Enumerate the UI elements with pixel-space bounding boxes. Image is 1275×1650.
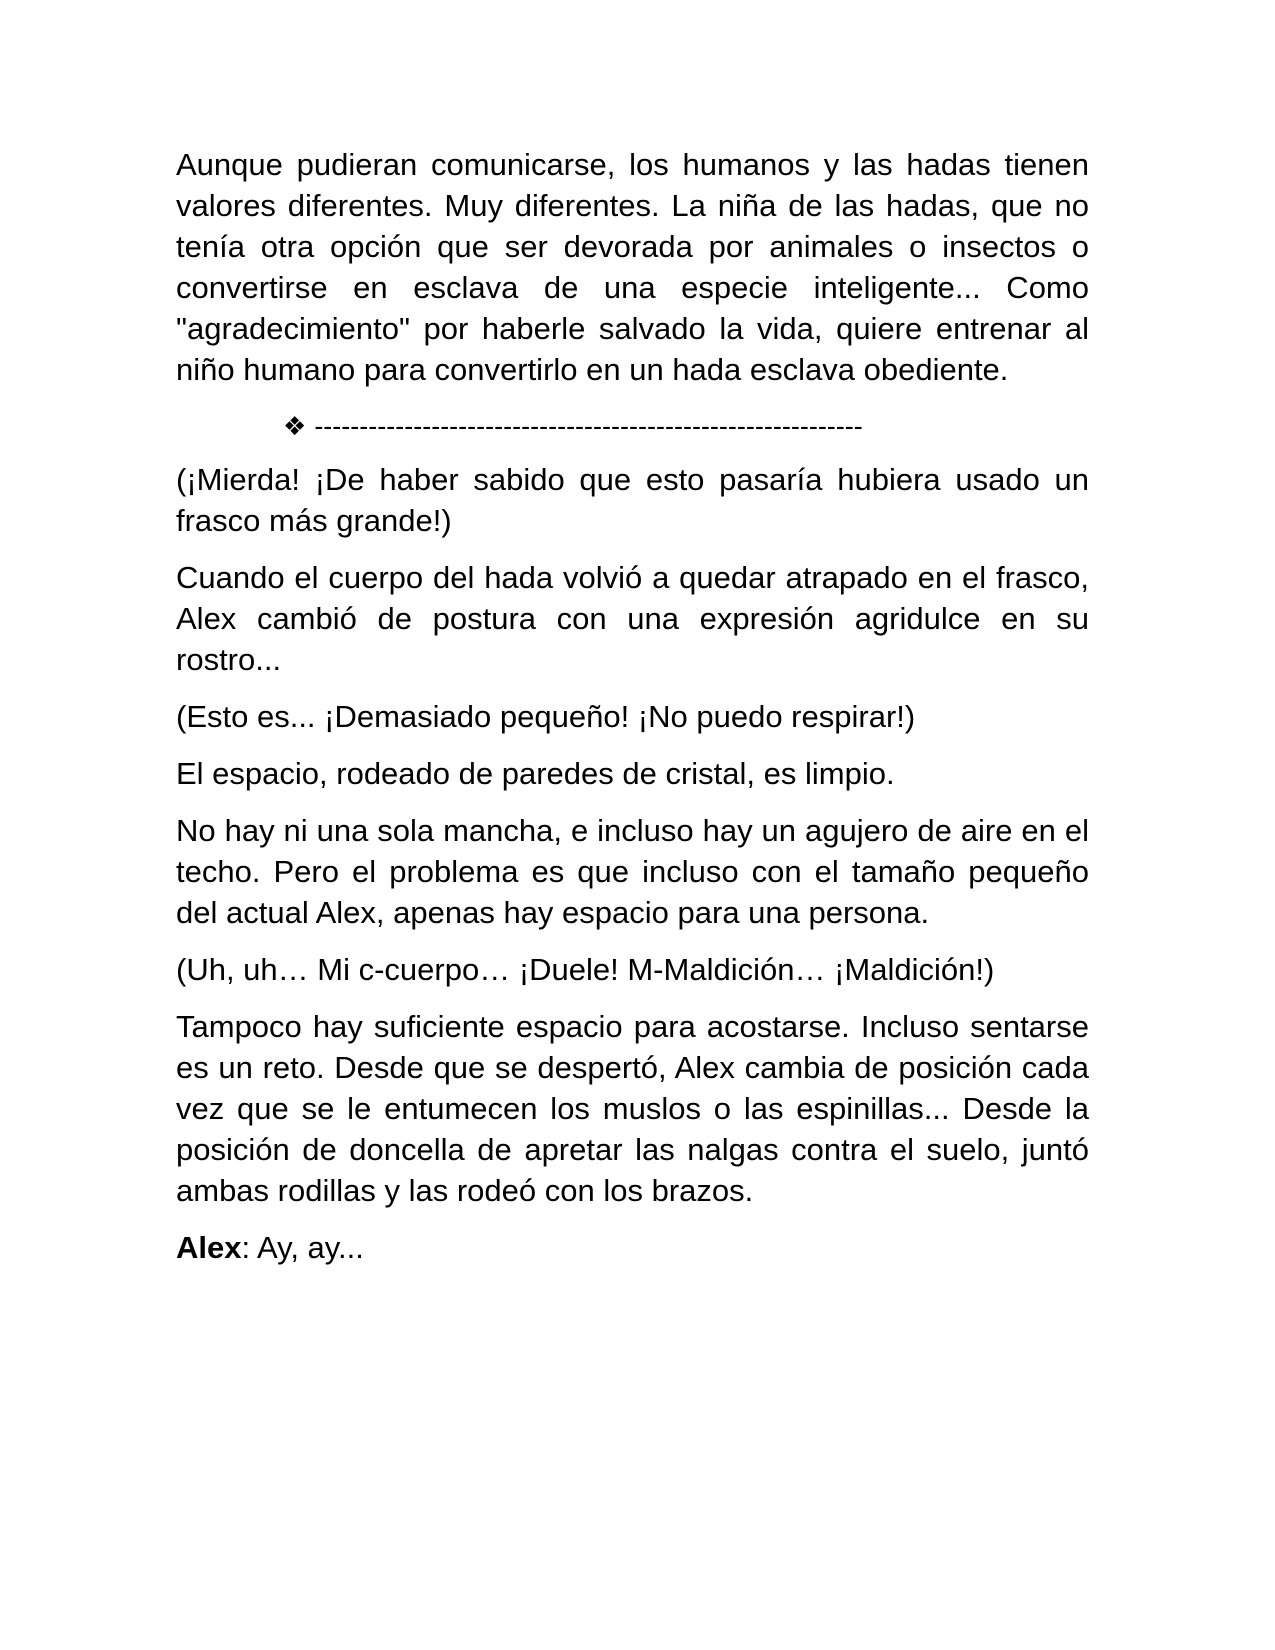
- paragraph: (Uh, uh… Mi c-cuerpo… ¡Duele! M-Maldición… ¡Maldición!): [176, 952, 995, 987]
- dialogue-text: : Ay, ay...: [241, 1230, 364, 1265]
- paragraph: Tampoco hay suficiente espacio para acostarse. Incluso sentarse es un reto. Desde que se despertó, Alex cambia de posición cada vez que se le entumecen los muslos o las espinillas... Desde la posición de doncella de apretar las nalgas contra el suelo, juntó ambas rodillas y las rodeó con los brazos.: [176, 1009, 1089, 1208]
- paragraph: No hay ni una sola mancha, e incluso hay un agujero de aire en el techo. Pero el problema es que incluso con el tamaño pequeño del actual Alex, apenas hay espacio para una persona.: [176, 813, 1089, 930]
- scene-separator: [283, 406, 1089, 447]
- diamond-bullet-icon: ❖: [283, 411, 307, 441]
- page-body: [176, 144, 1089, 1284]
- separator-dashes: -------------------------------------------------------------: [314, 411, 863, 441]
- speaker-name: Alex: [176, 1230, 242, 1265]
- paragraph: El espacio, rodeado de paredes de cristal, es limpio.: [176, 756, 895, 791]
- paragraph: (¡Mierda! ¡De haber sabido que esto pasaría hubiera usado un frasco más grande!): [176, 462, 1089, 538]
- dialogue-line: [176, 1227, 1089, 1268]
- paragraph: Aunque pudieran comunicarse, los humanos y las hadas tienen valores diferentes. Muy diferentes. La niña de las hadas, que no tenía otra opción que ser devorada por animales o insectos o convertirse en esclava de una especie inteligente... Como "agradecimiento" por haberle salvado la vida, quiere entrenar al niño humano para convertirlo en un hada esclava obediente.: [176, 147, 1089, 387]
- paragraph: Cuando el cuerpo del hada volvió a quedar atrapado en el frasco, Alex cambió de postura con una expresión agridulce en su rostro...: [176, 560, 1089, 677]
- paragraph: (Esto es... ¡Demasiado pequeño! ¡No puedo respirar!): [176, 699, 916, 734]
